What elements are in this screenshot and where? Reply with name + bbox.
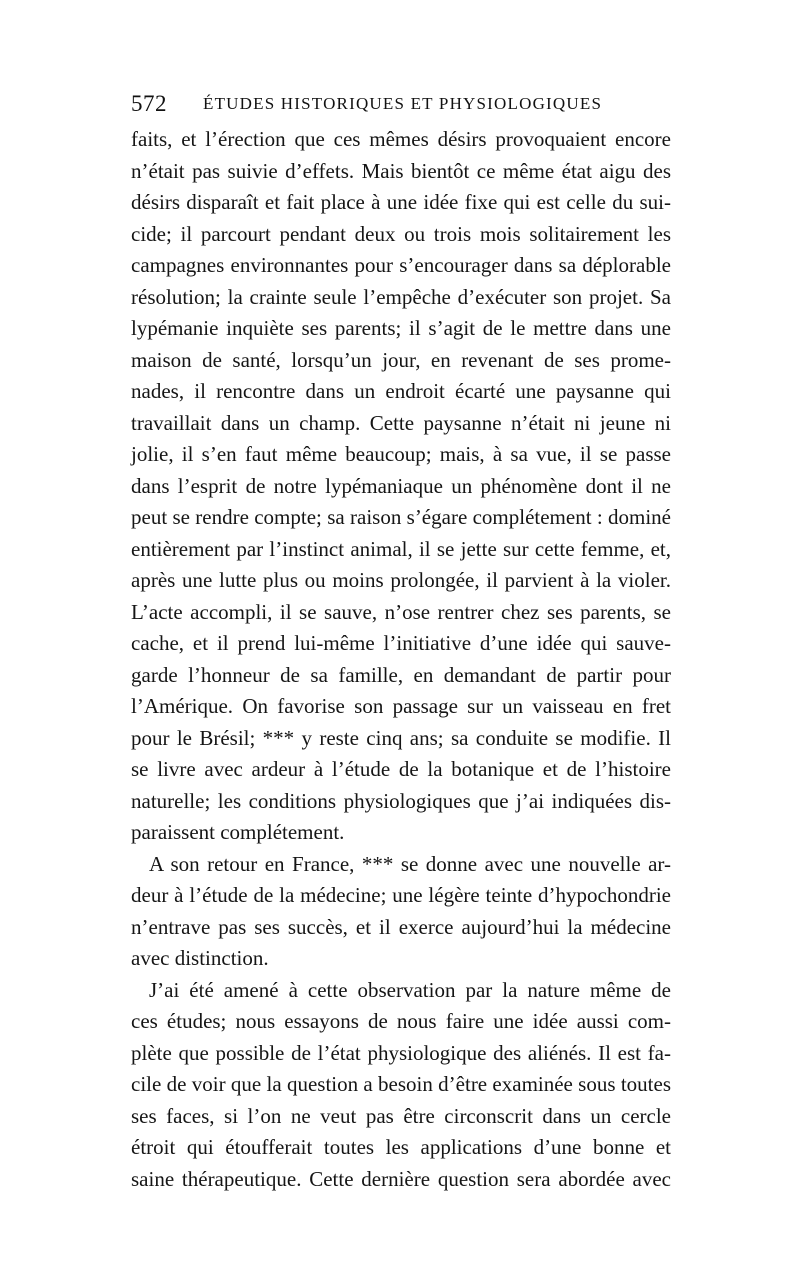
text-line: L’acte accompli, il se sauve, n’ose rentrer chez ses parents, se — [131, 599, 671, 624]
text-line: garde l’honneur de sa famille, en demandant de partir pour — [131, 662, 671, 687]
text-line: plète que possible de l’état physiologique des aliénés. Il est fa- — [131, 1040, 671, 1065]
text-line: entièrement par l’instinct animal, il se jette sur cette femme, et, — [131, 536, 671, 561]
text-line: cile de voir que la question a besoin d’être examinée sous toutes — [131, 1072, 671, 1096]
text-line: après une lutte plus ou moins prolongée, il parvient à la violer. — [131, 568, 671, 592]
text-line: cache, et il prend lui-même l’initiative d’une idée qui sauve- — [131, 631, 671, 655]
running-head — [131, 91, 671, 121]
text-line: pour le Brésil; *** y reste cinq ans; sa conduite se modifie. Il — [131, 725, 671, 750]
text-line: désirs disparaît et fait place à une idée fixe qui est celle du sui- — [131, 190, 671, 214]
text-line: paraissent complétement. — [131, 820, 345, 844]
text-line: étroit qui étoufferait toutes les applications d’une bonne et — [131, 1135, 671, 1159]
text-line: travaillait dans un champ. Cette paysanne n’était ni jeune ni — [131, 410, 671, 435]
paragraph-3 — [131, 975, 671, 1196]
text-line: avec distinction. — [131, 946, 269, 970]
page-number: 572 — [131, 91, 167, 116]
text-line: J’ai été amené à cette observation par la nature même de — [149, 977, 671, 1002]
text-line: maison de santé, lorsqu’un jour, en revenant de ses prome- — [131, 347, 671, 372]
text-line: lypémanie inquiète ses parents; il s’agit de le mettre dans une — [131, 316, 671, 340]
text-line: dans l’esprit de notre lypémaniaque un phénomène dont il ne — [131, 473, 671, 498]
text-line: jolie, il s’en faut même beaucoup; mais, à sa vue, il se passe — [131, 442, 671, 466]
text-line: deur à l’étude de la médecine; une légère teinte d’hypochondrie — [131, 883, 671, 907]
running-title: ÉTUDES HISTORIQUES ET PHYSIOLOGIQUES — [203, 94, 603, 113]
text-line: ses faces, si l’on ne veut pas être circonscrit dans un cercle — [131, 1103, 671, 1128]
text-line: saine thérapeutique. Cette dernière question sera abordée avec — [131, 1166, 671, 1191]
text-line: faits, et l’érection que ces mêmes désirs provoquaient encore — [131, 127, 671, 151]
text-line: n’était pas suivie d’effets. Mais bientôt ce même état aigu des — [131, 158, 671, 183]
text-line: résolution; la crainte seule l’empêche d’exécuter son projet. Sa — [131, 284, 671, 309]
paragraph-2 — [131, 849, 671, 975]
text-line: campagnes environnantes pour s’encourager dans sa déplorable — [131, 253, 671, 277]
body-text — [131, 124, 671, 1195]
text-line: A son retour en France, *** se donne avec une nouvelle ar- — [149, 851, 671, 876]
text-line: cide; il parcourt pendant deux ou trois mois solitairement les — [131, 221, 671, 246]
text-line: l’Amérique. On favorise son passage sur un vaisseau en fret — [131, 694, 671, 718]
text-line: n’entrave pas ses succès, et il exerce aujourd’hui la médecine — [131, 914, 671, 939]
text-line: se livre avec ardeur à l’étude de la botanique et de l’histoire — [131, 757, 671, 781]
text-line: ces études; nous essayons de nous faire une idée aussi com- — [131, 1009, 671, 1033]
paragraph-1 — [131, 124, 671, 849]
text-line: peut se rendre compte; sa raison s’égare complétement : dominé — [131, 505, 671, 529]
text-line: naturelle; les conditions physiologiques que j’ai indiquées dis- — [131, 788, 671, 813]
text-line: nades, il rencontre dans un endroit écarté une paysanne qui — [131, 379, 671, 403]
